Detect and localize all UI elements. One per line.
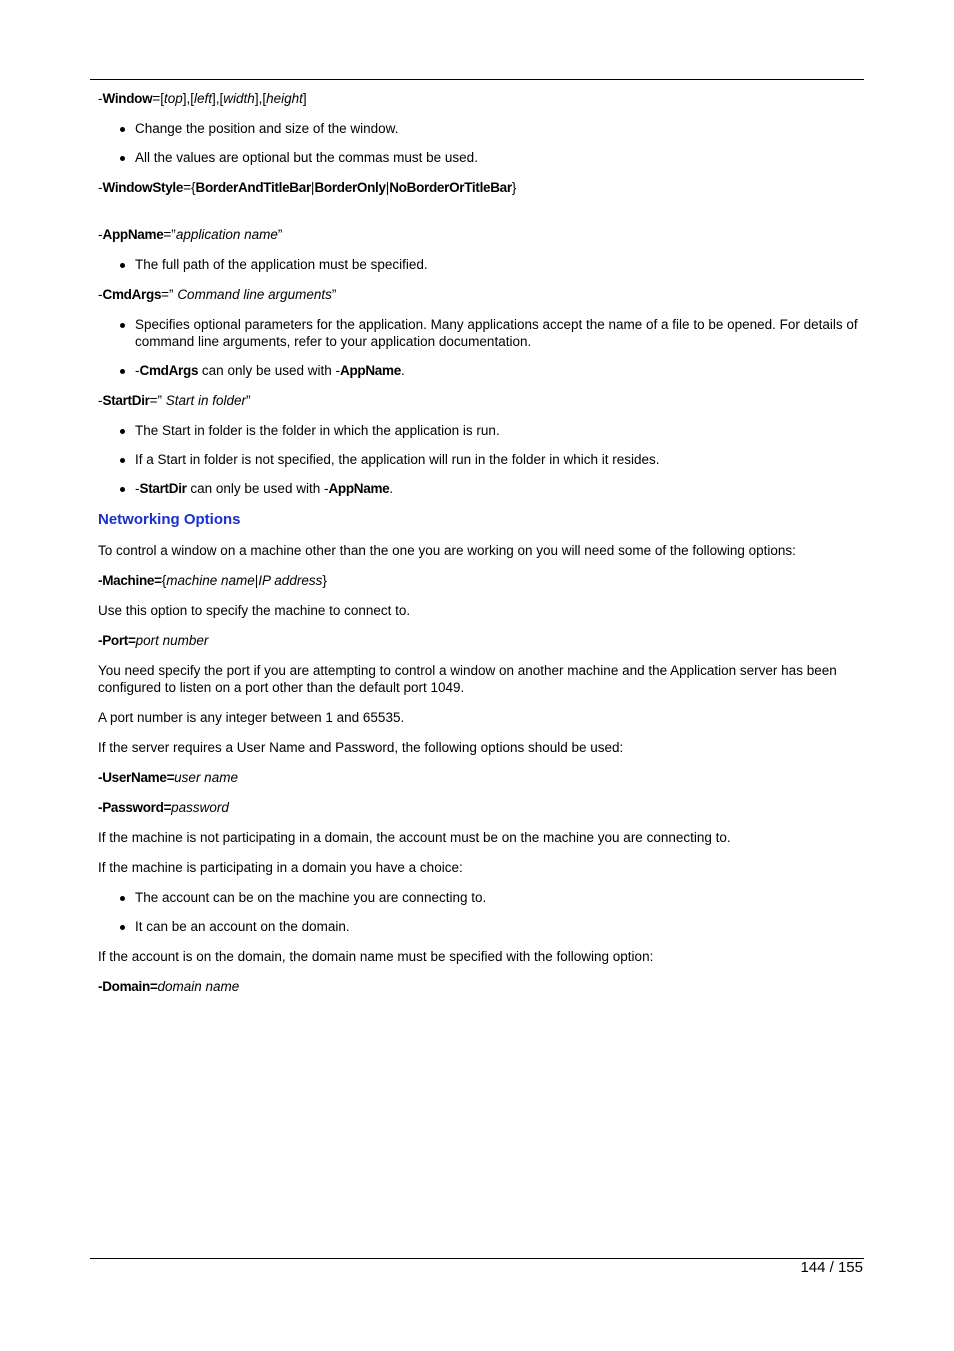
port-description: You need specify the port if you are attempting to control a window on another machine and the Application server has been configured to listen on a port other than the default port 1049. (98, 663, 837, 695)
list-item: It can be an account on the domain. (98, 918, 858, 935)
option-machine: -Machine={machine name|IP address} (98, 573, 327, 588)
option-password: -Password=password (98, 800, 229, 815)
cmdargs-bullet-list (98, 316, 858, 379)
choice-bullet-list (98, 889, 858, 935)
bullet-icon (120, 896, 125, 901)
bullet-icon (120, 429, 125, 434)
list-item: The Start in folder is the folder in which the application is run. (98, 422, 858, 439)
list-item: Change the position and size of the window. (98, 120, 858, 137)
list-item: -StartDir can only be used with -AppName. (98, 480, 858, 497)
footer-rule (90, 1258, 864, 1259)
bullet-icon (120, 369, 125, 374)
list-item: -CmdArgs can only be used with -AppName. (98, 362, 858, 379)
list-item: Specifies optional parameters for the application. Many applications accept the name of a file to be opened. For details of command line arguments, refer to your application documentation. (98, 316, 858, 350)
machine-description: Use this option to specify the machine to connect to. (98, 603, 411, 618)
option-startdir: -StartDir=” Start in folder” (98, 393, 251, 408)
bullet-icon (120, 458, 125, 463)
option-windowstyle: -WindowStyle={BorderAndTitleBar|BorderOnly|NoBorderOrTitleBar} (98, 180, 517, 195)
bullet-icon (120, 263, 125, 268)
option-domain: -Domain=domain name (98, 979, 240, 994)
header-rule (90, 79, 864, 80)
page-number: 144 / 155 (800, 1259, 863, 1276)
startdir-bullet-list (98, 422, 858, 497)
window-bullet-list (98, 120, 858, 166)
bullet-icon (120, 323, 125, 328)
list-item: If a Start in folder is not specified, the application will run in the folder in which it resides. (98, 451, 858, 468)
networking-options-heading: Networking Options (98, 511, 241, 528)
option-window: -Window=[top],[left],[width],[height] (98, 91, 307, 106)
networking-intro: To control a window on a machine other than the one you are working on you will need some of the following options: (98, 543, 796, 558)
bullet-icon (120, 487, 125, 492)
option-port: -Port=port number (98, 633, 209, 648)
list-item: The account can be on the machine you are connecting to. (98, 889, 858, 906)
appname-bullet-list (98, 256, 858, 273)
bullet-icon (120, 156, 125, 161)
no-domain-text: If the machine is not participating in a domain, the account must be on the machine you are connecting to. (98, 830, 731, 845)
domain-choice-text: If the machine is participating in a domain you have a choice: (98, 860, 463, 875)
list-item: All the values are optional but the commas must be used. (98, 149, 858, 166)
domain-intro: If the account is on the domain, the domain name must be specified with the following option: (98, 949, 654, 964)
port-range: A port number is any integer between 1 and 65535. (98, 710, 405, 725)
auth-intro: If the server requires a User Name and Password, the following options should be used: (98, 740, 624, 755)
option-username: -UserName=user name (98, 770, 238, 785)
option-appname: -AppName=”application name” (98, 227, 283, 242)
option-cmdargs: -CmdArgs=” Command line arguments” (98, 287, 337, 302)
bullet-icon (120, 925, 125, 930)
bullet-icon (120, 127, 125, 132)
page-content (98, 90, 858, 1008)
list-item: The full path of the application must be specified. (98, 256, 858, 273)
